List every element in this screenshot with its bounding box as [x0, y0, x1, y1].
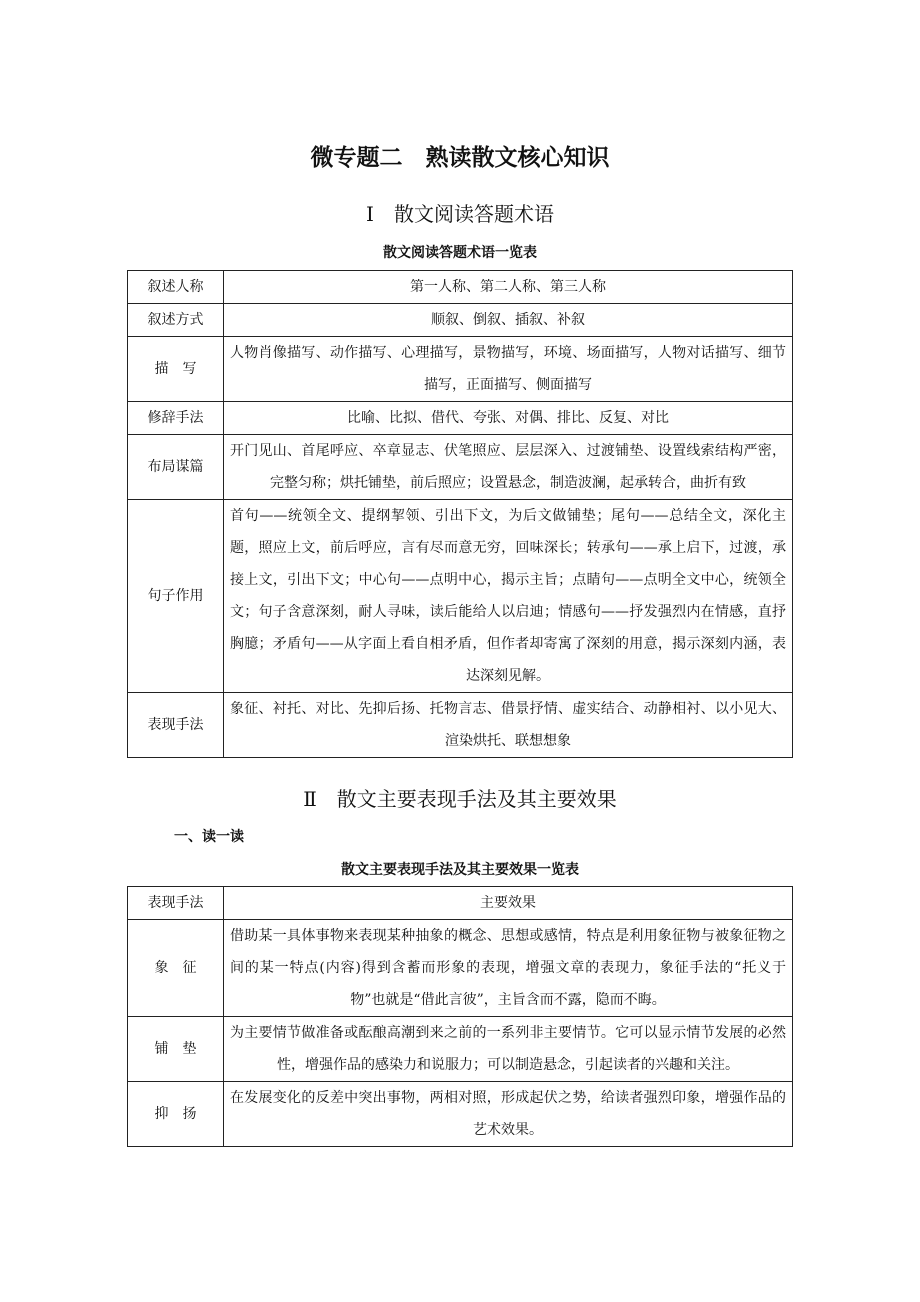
table-row — [128, 1017, 793, 1082]
row-label: 表现手法 — [128, 693, 224, 758]
row-label: 叙述人称 — [128, 271, 224, 304]
table-row — [128, 1082, 793, 1147]
table-row — [128, 337, 793, 402]
row-content: 第一人称、第二人称、第三人称 — [224, 271, 793, 304]
row-label: 句子作用 — [128, 500, 224, 693]
table-row — [128, 271, 793, 304]
header-content: 主要效果 — [224, 887, 793, 920]
row-content: 首句——统领全文、提纲挈领、引出下文，为后文做铺垫；尾句——总结全文，深化主题，照应上文，前后呼应，言有尽而意无穷，回味深长；转承句——承上启下，过渡，承接上文，引出下文；中心句——点明中心，揭示主旨；点睛句——点明全文中心，统领全文；句子含意深刻，耐人寻味，读后能给人以启迪；情感句——抒发强烈内在情感，直抒胸臆；矛盾句——从字面上看自相矛盾，但作者却寄寓了深刻的用意，揭示深刻内涵，表达深刻见解。 — [224, 500, 793, 693]
row-content: 借助某一具体事物来表现某种抽象的概念、思想或感情，特点是利用象征物与被象征物之间的某一特点(内容)得到含蓄而形象的表现，增强文章的表现力，象征手法的“托义于物”也就是“借此言彼”，主旨含而不露，隐而不晦。 — [224, 920, 793, 1017]
row-content: 比喻、比拟、借代、夸张、对偶、排比、反复、对比 — [224, 402, 793, 435]
row-label: 布局谋篇 — [128, 435, 224, 500]
row-content: 顺叙、倒叙、插叙、补叙 — [224, 304, 793, 337]
section-heading-terms: Ⅰ 散文阅读答题术语 — [366, 202, 554, 226]
table-row — [128, 402, 793, 435]
row-label: 叙述方式 — [128, 304, 224, 337]
techniques-table — [127, 886, 793, 1147]
subheading-read: 一、读一读 — [174, 829, 244, 845]
header-label: 表现手法 — [128, 887, 224, 920]
row-label: 抑 扬 — [128, 1082, 224, 1147]
table-row — [128, 500, 793, 693]
table-header-row — [128, 887, 793, 920]
row-content: 象征、衬托、对比、先抑后扬、托物言志、借景抒情、虚实结合、动静相衬、以小见大、渲染烘托、联想想象 — [224, 693, 793, 758]
table-row — [128, 435, 793, 500]
row-content: 人物肖像描写、动作描写、心理描写，景物描写，环境、场面描写，人物对话描写、细节描写，正面描写、侧面描写 — [224, 337, 793, 402]
table-row — [128, 304, 793, 337]
table-row — [128, 920, 793, 1017]
page-title: 微专题二 熟读散文核心知识 — [310, 145, 610, 171]
row-content: 在发展变化的反差中突出事物，两相对照，形成起伏之势，给读者强烈印象，增强作品的艺术效果。 — [224, 1082, 793, 1147]
section-heading-techniques: Ⅱ 散文主要表现手法及其主要效果 — [303, 787, 617, 811]
terms-table — [127, 270, 793, 758]
row-label: 铺 垫 — [128, 1017, 224, 1082]
table-caption-terms: 散文阅读答题术语一览表 — [383, 245, 537, 261]
row-content: 开门见山、首尾呼应、卒章显志、伏笔照应、层层深入、过渡铺垫、设置线索结构严密，完整匀称；烘托铺垫，前后照应；设置悬念，制造波澜，起承转合，曲折有致 — [224, 435, 793, 500]
row-label: 修辞手法 — [128, 402, 224, 435]
row-label: 象 征 — [128, 920, 224, 1017]
row-content: 为主要情节做准备或酝酿高潮到来之前的一系列非主要情节。它可以显示情节发展的必然性，增强作品的感染力和说服力；可以制造悬念，引起读者的兴趣和关注。 — [224, 1017, 793, 1082]
table-row — [128, 693, 793, 758]
row-label: 描 写 — [128, 337, 224, 402]
table-caption-techniques: 散文主要表现手法及其主要效果一览表 — [341, 862, 579, 878]
